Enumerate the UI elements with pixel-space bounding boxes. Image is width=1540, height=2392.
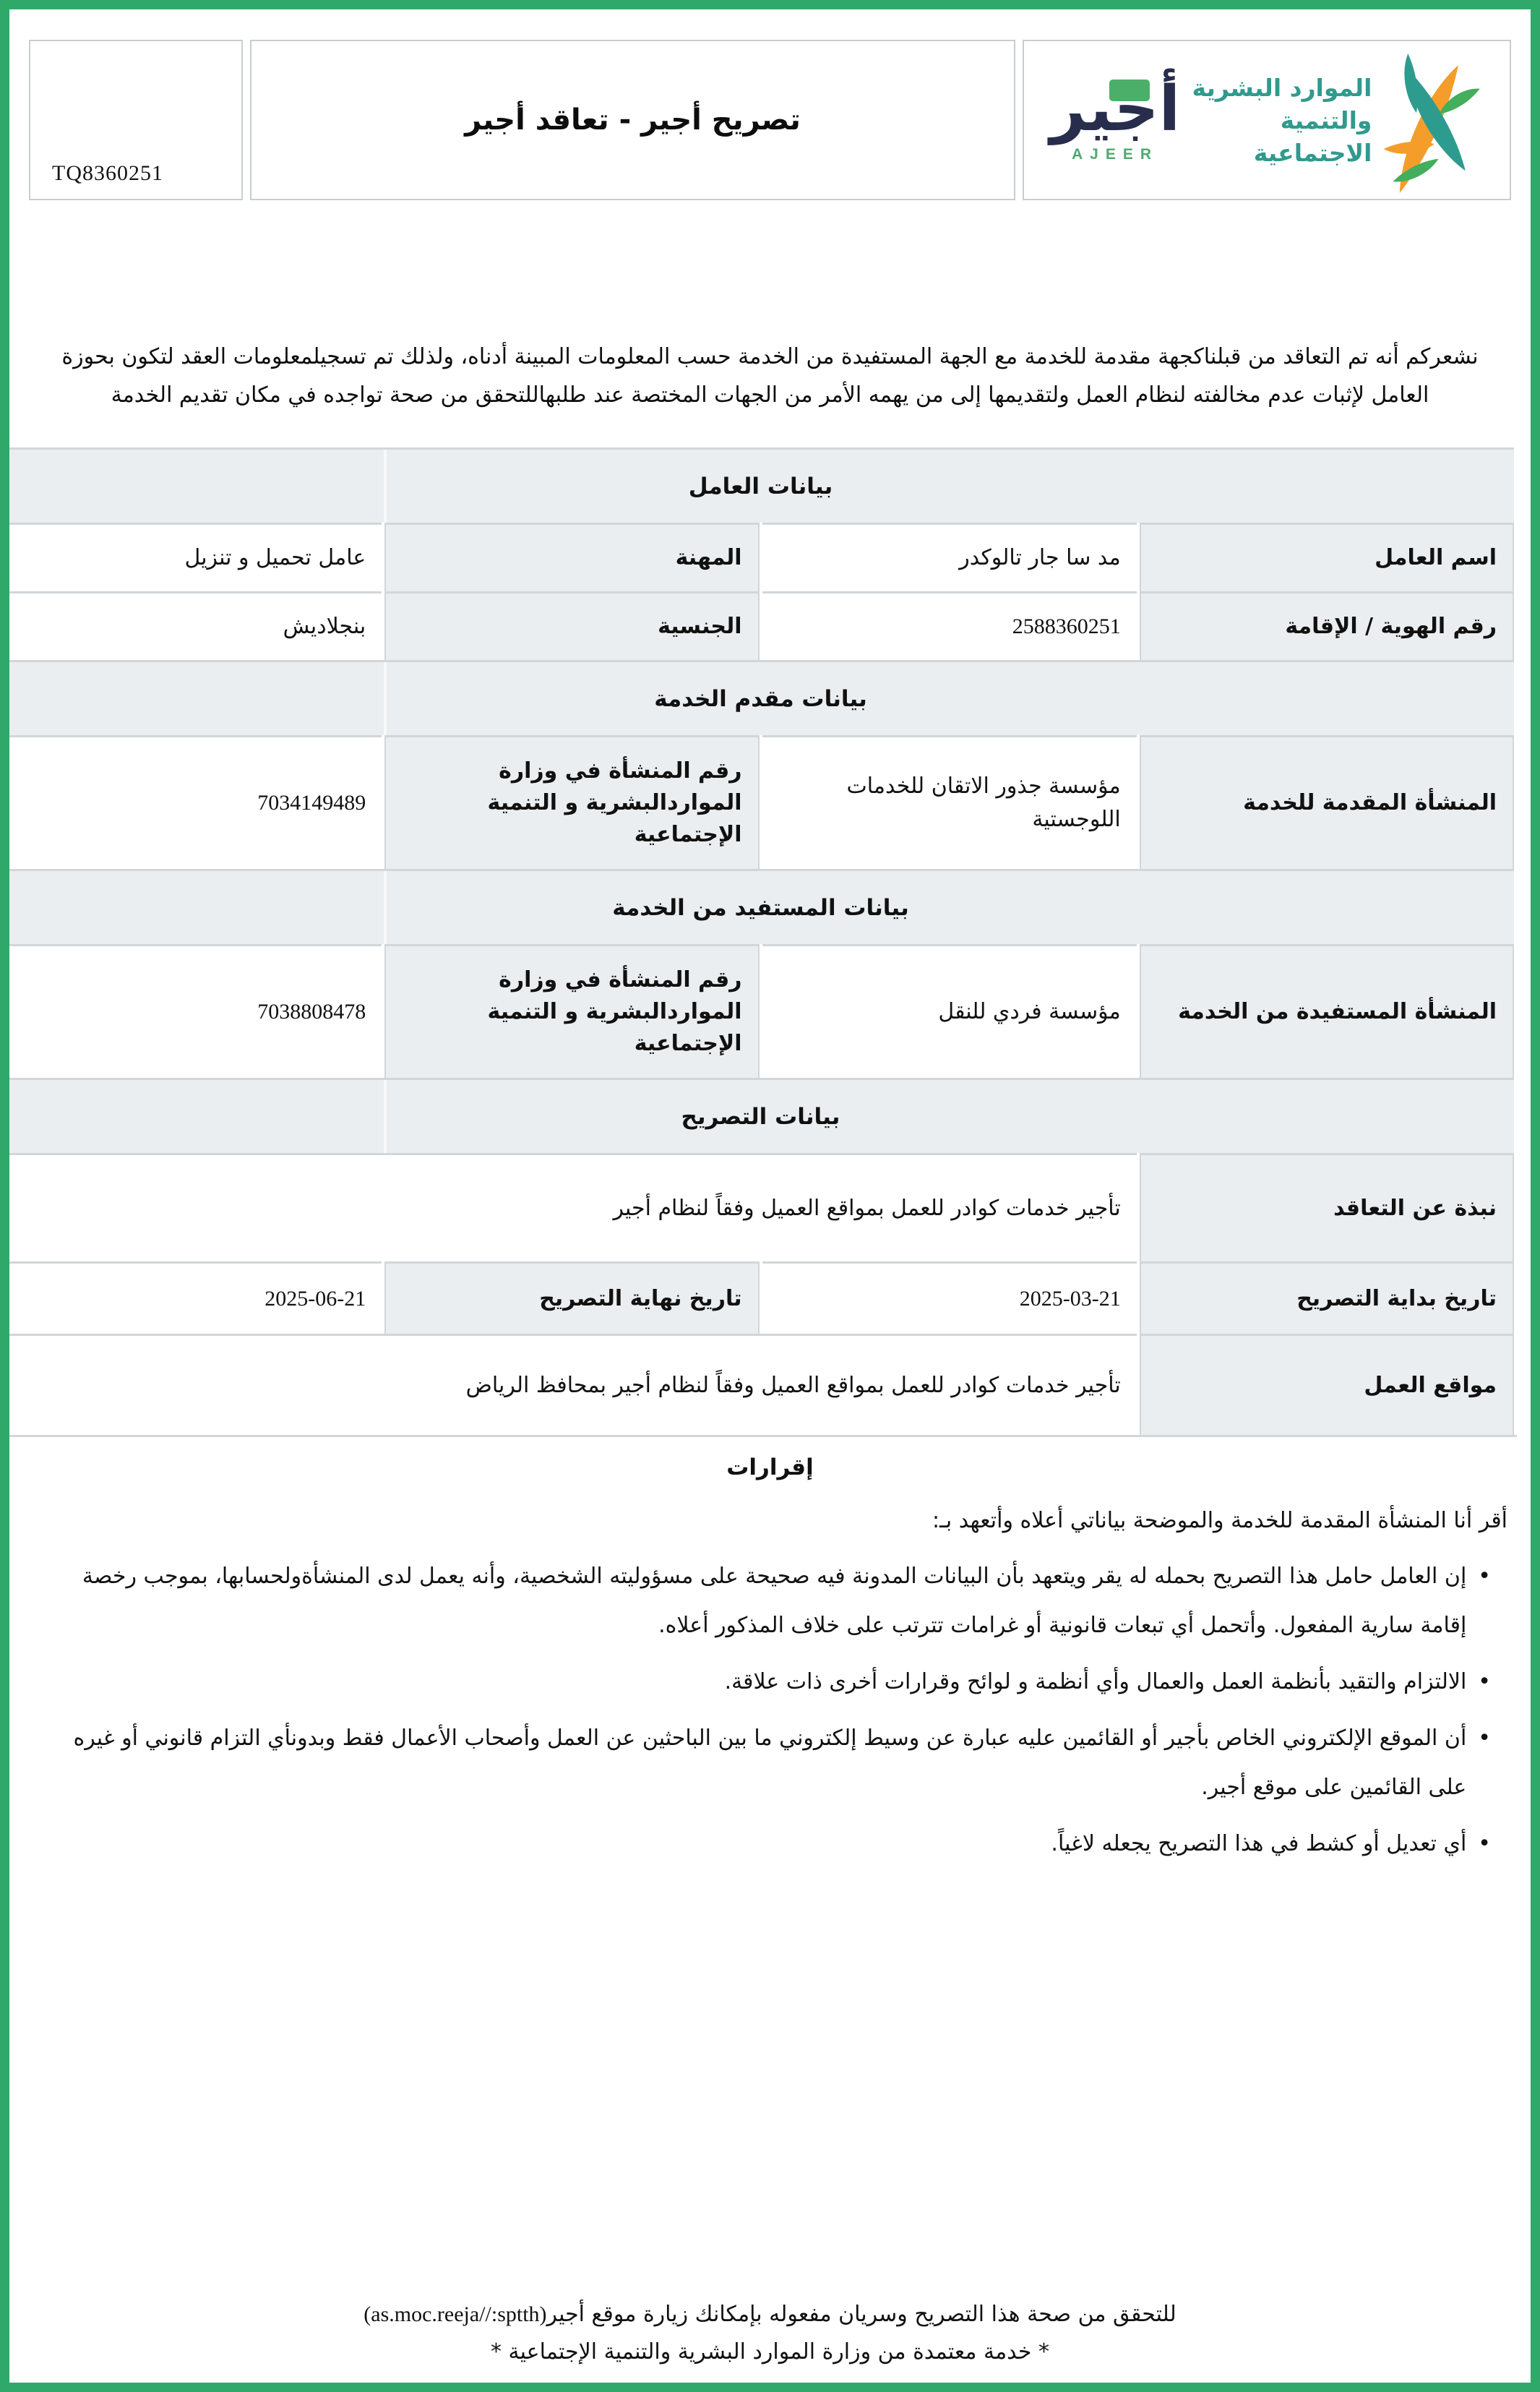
beneficiary-name-value: مؤسسة فردي للنقل (762, 944, 1137, 1078)
worker-name-label: اسم العامل (1140, 523, 1514, 591)
start-date-value: 2025-03-21 (762, 1261, 1137, 1334)
provider-number-value: 7034149489 (7, 735, 382, 869)
id-number-label: رقم الهوية / الإقامة (1140, 591, 1514, 660)
ajeer-logo-arabic: أجير (1050, 72, 1181, 145)
ministry-logo-line1: الموارد البشرية (1192, 73, 1372, 102)
contract-summary-value: تأجير خدمات كوادر للعمل بمواقع العميل وفقاً لنظام أجير (7, 1153, 1137, 1261)
bullet-marker: • (1478, 1669, 1491, 1694)
table-row-permit-dates (7, 1261, 1514, 1334)
ajeer-logo-latin: AJEER (1072, 146, 1159, 163)
list-item (53, 1658, 1491, 1707)
section-title-worker: بيانات العامل (688, 473, 833, 500)
header (29, 40, 1511, 200)
beneficiary-number-label: رقم المنشأة في وزارة المواردالبشرية و التنمية الإجتماعية (384, 944, 759, 1078)
declarations-title: إقرارات (726, 1454, 814, 1480)
nationality-label: الجنسية (384, 591, 759, 660)
table-row-contract-summary (7, 1153, 1514, 1261)
provider-name-label: المنشأة المقدمة للخدمة (1140, 735, 1514, 869)
profession-label: المهنة (384, 523, 759, 591)
section-divider (384, 871, 387, 944)
section-title-beneficiary: بيانات المستفيد من الخدمة (612, 894, 909, 921)
section-title-permit: بيانات التصريح (681, 1103, 840, 1130)
table-row-provider (7, 735, 1514, 869)
declaration-text: الالتزام والتقيد بأنظمة العمل والعمال وأي أنظمة و لوائح وقرارات أخرى ذات علاقة. (724, 1669, 1467, 1694)
ministry-logo-line2: والتنمية الاجتماعية (1253, 106, 1372, 167)
declaration-text: أن الموقع الإلكتروني الخاص بأجير أو القائمين عليه عبارة عن وسيط إلكتروني ما بين الباحثين عن العمل وأصحاب الأعمال فقط وبدونأي التزام قانوني أو غيره على القائمين على موقع أجير. (73, 1726, 1467, 1800)
bullet-marker: • (1478, 1564, 1491, 1589)
declarations-intro: أقر أنا المنشأة المقدمة للخدمة والموضحة بياناتي أعلاه وأتعهد بـ: (932, 1508, 1507, 1533)
section-divider (384, 1080, 387, 1153)
logo-box (1023, 40, 1511, 200)
list-item (53, 1552, 1491, 1650)
work-locations-value: تأجير خدمات كوادر للعمل بمواقع العميل وفقاً لنظام أجير بمحافظ الرياض (7, 1334, 1137, 1435)
declarations-list (53, 1552, 1491, 1869)
section-header-beneficiary (7, 869, 1514, 944)
section-divider (384, 662, 387, 735)
provider-number-label: رقم المنشأة في وزارة المواردالبشرية و التنمية الإجتماعية (384, 735, 759, 869)
table-row-worker-id (7, 591, 1514, 660)
ajeer-logo (1050, 72, 1181, 163)
section-header-worker (7, 447, 1514, 523)
intro-paragraph: نشعركم أنه تم التعاقد من قبلناكجهة مقدمة للخدمة مع الجهة المستفيدة من الخدمة حسب المعلومات المبينة أدناه، ولذلك تم تسجيلمعلومات العقد لتكون بحوزة العامل لإثبات عدم مخالفته لنظام العمل ولتقديمها إلى من يهمه الأمر من الجهات المختصة عند طلبهاللتحقق من صحة تواجده في مكان تقديم الخدمة (61, 344, 1479, 408)
footer-approved-line: * خدمة معتمدة من وزارة الموارد البشرية والتنمية الإجتماعية * (491, 2339, 1049, 2365)
end-date-label: تاريخ نهاية التصريح (384, 1261, 759, 1334)
list-item (53, 1819, 1491, 1869)
title-box (250, 40, 1015, 200)
list-item (53, 1714, 1491, 1812)
bullet-marker: • (1478, 1831, 1491, 1856)
footer (9, 2296, 1531, 2371)
section-header-provider (7, 660, 1514, 735)
work-locations-label: مواقع العمل (1140, 1334, 1514, 1435)
ministry-logo-text (1180, 72, 1372, 169)
end-date-value: 2025-06-21 (7, 1261, 382, 1334)
table-row-beneficiary (7, 944, 1514, 1078)
section-divider (384, 450, 387, 523)
ministry-logo (1180, 31, 1484, 209)
ajeer-logo-wordmark (1050, 72, 1181, 145)
profession-value: عامل تحميل و تنزيل (7, 523, 382, 591)
ministry-palm-star-icon (1382, 31, 1484, 209)
nationality-value: بنجلاديش (7, 591, 382, 660)
id-number-value: 2588360251 (762, 591, 1137, 660)
table-row-worker-name (7, 523, 1514, 591)
section-title-provider: بيانات مقدم الخدمة (654, 685, 867, 712)
declaration-text: إن العامل حامل هذا التصريح بحمله له يقر ويتعهد بأن البيانات المدونة فيه صحيحة على مسؤوليته الشخصية، وأنه يعمل لدى المنشأةولحسابها، بموجب رخصة إقامة سارية المفعول. وأتحمل أي تبعات قانونية أو غرامات تترتب على خلاف المذكور أعلاه. (82, 1564, 1467, 1638)
provider-name-value: مؤسسة جذور الاتقان للخدمات اللوجستية (762, 735, 1137, 869)
permit-number: TQ8360251 (52, 161, 163, 185)
permit-number-box (29, 40, 243, 200)
contract-summary-label: نبذة عن التعاقد (1140, 1153, 1514, 1261)
footer-verify-url: (as.moc.reeja//:sptth) (364, 2302, 547, 2326)
beneficiary-name-label: المنشأة المستفيدة من الخدمة (1140, 944, 1514, 1078)
footer-verify-line (9, 2296, 1531, 2333)
beneficiary-number-value: 7038808478 (7, 944, 382, 1078)
footer-verify-text: للتحقق من صحة هذا التصريح وسريان مفعوله بإمكانك زيارة موقع أجير (546, 2302, 1176, 2327)
table-row-work-locations (7, 1334, 1514, 1435)
worker-name-value: مد سا جار تالوكدر (762, 523, 1137, 591)
declaration-text: أي تعديل أو كشط في هذا التصريح يجعله لاغياً. (1051, 1831, 1467, 1856)
start-date-label: تاريخ بداية التصريح (1140, 1261, 1514, 1334)
section-header-permit (7, 1078, 1514, 1153)
bullet-marker: • (1478, 1726, 1491, 1751)
permit-table (4, 447, 1517, 1437)
document-title: تصريح أجير - تعاقد أجير (465, 103, 801, 137)
